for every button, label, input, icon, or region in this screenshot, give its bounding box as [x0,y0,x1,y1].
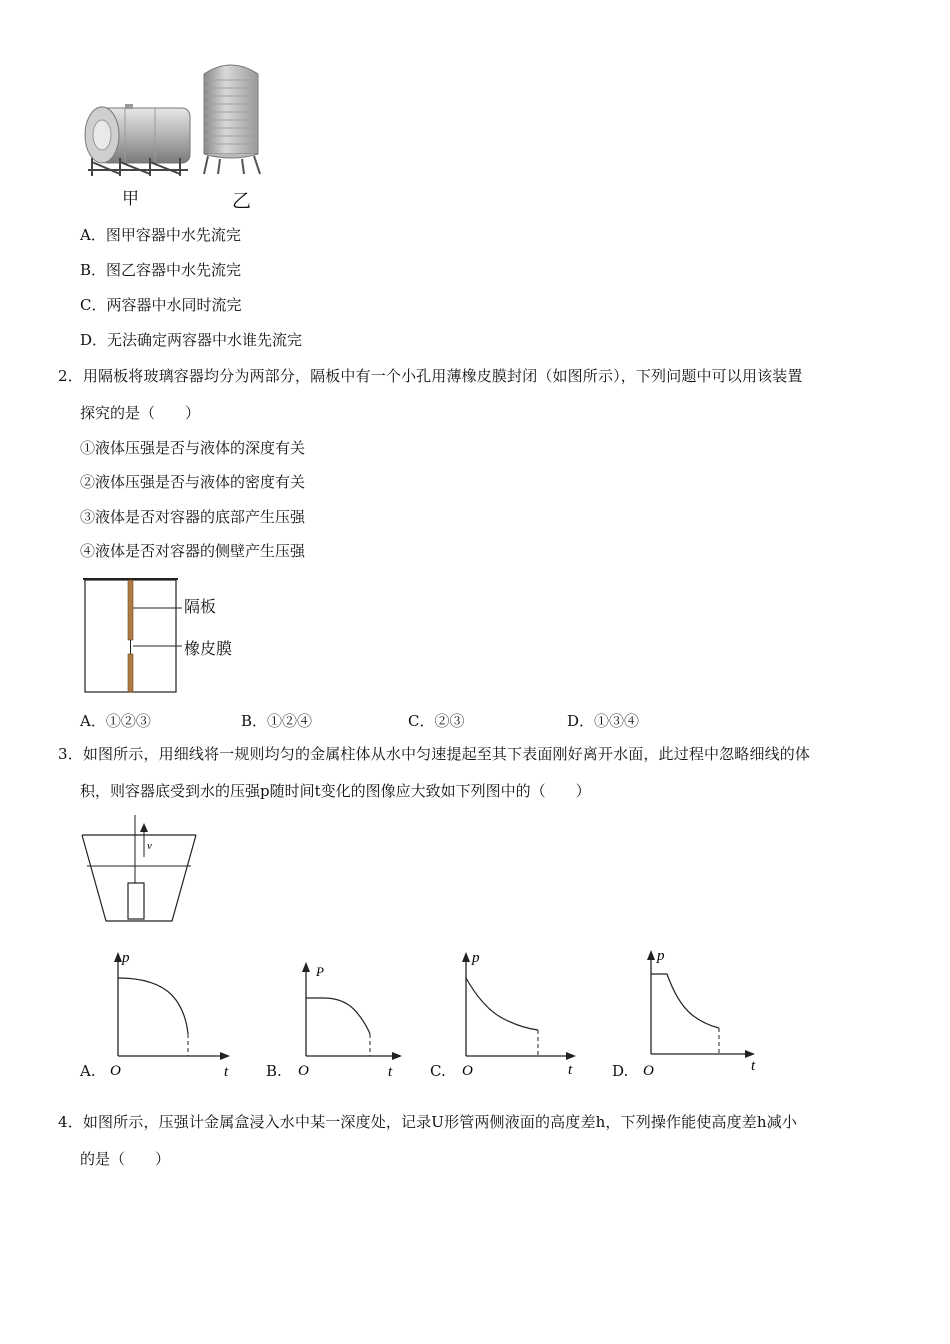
graph-c-xlabel: t [568,1062,573,1078]
graph-b-xlabel: t [388,1064,393,1080]
curve-d [651,974,719,1028]
q3-option-c[interactable]: C. [430,1062,446,1080]
q1-option-c[interactable]: C．两容器中水同时流完 [80,296,242,314]
q2-option-b[interactable]: B．①②④ [241,712,313,730]
q2-option-d[interactable]: D．①③④ [567,712,640,730]
graph-a-origin: O [110,1063,121,1079]
graph-d-xlabel: t [751,1058,756,1074]
q3-stem-line1: 3．如图所示，用细线将一规则均匀的金属柱体从水中匀速提起至其下表面刚好离开水面，此过程中忽略细线的体 [58,745,811,763]
q2-label-membrane: 橡皮膜 [184,639,233,658]
q2-container-figure [82,574,262,696]
q2-option-c[interactable]: C．②③ [408,712,465,730]
graph-b-ylabel: P [316,964,324,979]
graph-a-ylabel: p [122,950,130,966]
q3-graph-b [298,960,428,1080]
curve-a [118,978,188,1034]
graph-d-origin: O [643,1063,654,1079]
q2-stem-line1: 2．用隔板将玻璃容器均分为两部分，隔板中有一个小孔用薄橡皮膜封闭（如图所示），下列问题中可以用该装置 [58,367,803,385]
q1-option-b[interactable]: B．图乙容器中水先流完 [80,261,242,279]
vertical-tank [204,65,260,174]
graph-c-origin: O [462,1063,473,1079]
graph-b-origin: O [298,1063,309,1079]
partition-upper [128,580,133,640]
q1-figure-label-left: 甲 [122,189,139,209]
q3-graph-a [110,948,240,1078]
q3-option-b[interactable]: B. [266,1062,282,1080]
q3-figure-label-v: v [147,840,152,852]
q2-statement-4: ④液体是否对容器的侧壁产生压强 [80,542,306,560]
q3-container-figure [80,815,210,925]
horizontal-tank [85,104,190,176]
q3-stem-line2: 积，则容器底受到水的压强p随时间t变化的图像应大致如下列图中的（ ） [80,782,591,800]
graph-c-ylabel: p [472,950,480,966]
q1-option-d[interactable]: D．无法确定两容器中水谁先流完 [80,331,303,349]
q2-stem-line2: 探究的是（ ） [80,404,201,422]
q3-option-a[interactable]: A. [80,1062,96,1080]
partition-lower [128,654,133,692]
q2-statement-3: ③液体是否对容器的底部产生压强 [80,508,306,526]
q4-stem-line1: 4．如图所示，压强计金属盒浸入水中某一深度处，记录U形管两侧液面的高度差h，下列操作能使高度差h减小 [58,1113,798,1131]
q4-stem-line2: 的是（ ） [80,1150,171,1168]
q3-option-d[interactable]: D. [612,1062,629,1080]
graph-d-ylabel: p [657,948,665,964]
q2-label-partition: 隔板 [184,597,217,616]
metal-cylinder [128,883,144,919]
q2-statement-2: ②液体压强是否与液体的密度有关 [80,473,306,491]
q1-figure-label-right: 乙 [232,190,252,212]
q3-graph-d [643,946,773,1079]
q2-option-a[interactable]: A．①②③ [80,712,151,730]
curve-c [466,978,538,1030]
graph-a-xlabel: t [224,1064,229,1080]
q2-statement-1: ①液体压强是否与液体的深度有关 [80,439,306,457]
q3-graph-c [458,948,588,1079]
q1-option-a[interactable]: A．图甲容器中水先流完 [80,226,241,244]
curve-b [306,998,370,1034]
